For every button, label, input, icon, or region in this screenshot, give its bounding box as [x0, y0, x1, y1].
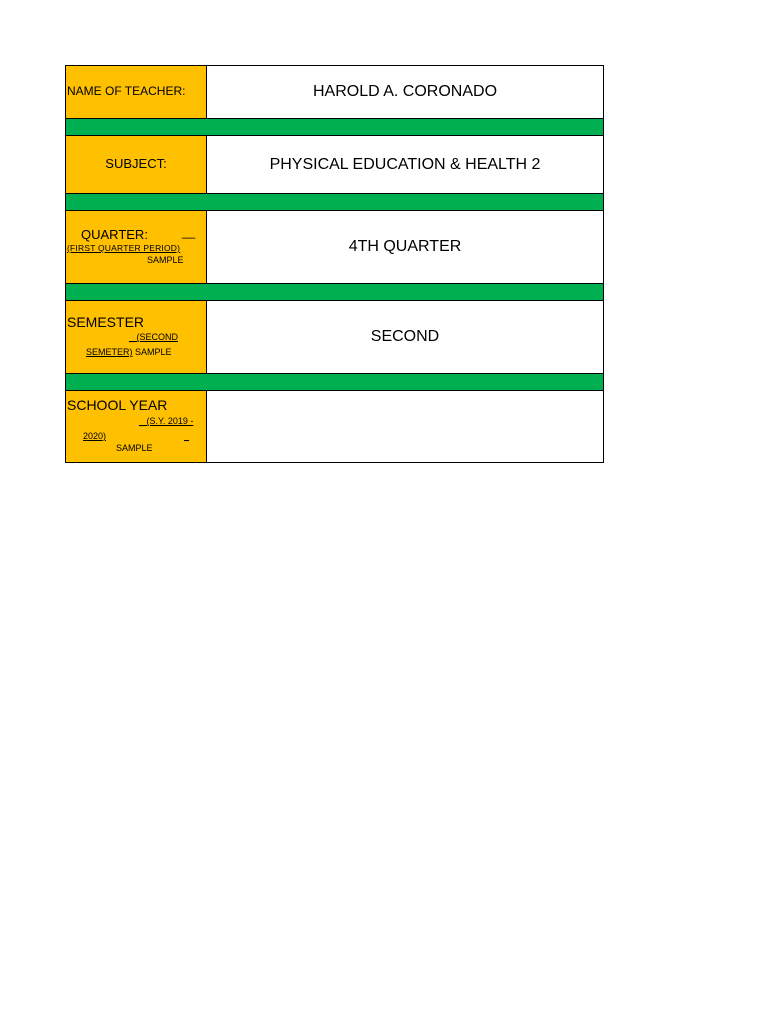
school-year-hint-line1: _ (S.Y. 2019 - — [139, 416, 194, 426]
semester-hint-line2: SEMETER) — [86, 347, 133, 357]
subject-value[interactable]: PHYSICAL EDUCATION & HEALTH 2 — [207, 136, 603, 193]
semester-hint-line1: _ (SECOND — [129, 332, 179, 342]
quarter-label-cell — [66, 211, 207, 283]
quarter-label: QUARTER: — [81, 227, 148, 242]
school-year-hint-line2: 2020) — [83, 431, 107, 441]
school-year-row — [66, 391, 603, 462]
semester-row — [66, 301, 603, 374]
semester-label-cell — [66, 301, 207, 373]
quarter-value[interactable]: 4TH QUARTER — [207, 211, 603, 283]
green-separator — [66, 119, 603, 136]
green-separator — [66, 284, 603, 301]
subject-row — [66, 136, 603, 194]
teacher-label-cell — [66, 66, 207, 118]
teacher-value[interactable]: HAROLD A. CORONADO — [207, 66, 603, 118]
teacher-label: NAME OF TEACHER: — [67, 84, 186, 98]
school-year-blank: _ — [184, 431, 190, 441]
school-year-label-cell — [66, 391, 207, 462]
subject-label: SUBJECT: — [105, 156, 167, 171]
green-separator — [66, 194, 603, 211]
quarter-sample: SAMPLE — [147, 255, 184, 265]
green-separator — [66, 374, 603, 391]
subject-label-cell — [66, 136, 207, 193]
semester-sample: SAMPLE — [135, 347, 172, 357]
school-year-sample: SAMPLE — [116, 443, 153, 453]
semester-label: SEMESTER — [67, 314, 145, 330]
quarter-blank: __ — [182, 225, 196, 239]
quarter-hint: (FIRST QUARTER PERIOD) — [67, 243, 181, 253]
school-info-form — [65, 65, 604, 463]
school-year-value[interactable] — [207, 391, 603, 462]
school-year-label: SCHOOL YEAR — [67, 397, 168, 413]
quarter-row — [66, 211, 603, 284]
semester-hint-line2-wrap — [86, 347, 172, 357]
semester-value[interactable]: SECOND — [207, 301, 603, 373]
teacher-row — [66, 66, 603, 119]
